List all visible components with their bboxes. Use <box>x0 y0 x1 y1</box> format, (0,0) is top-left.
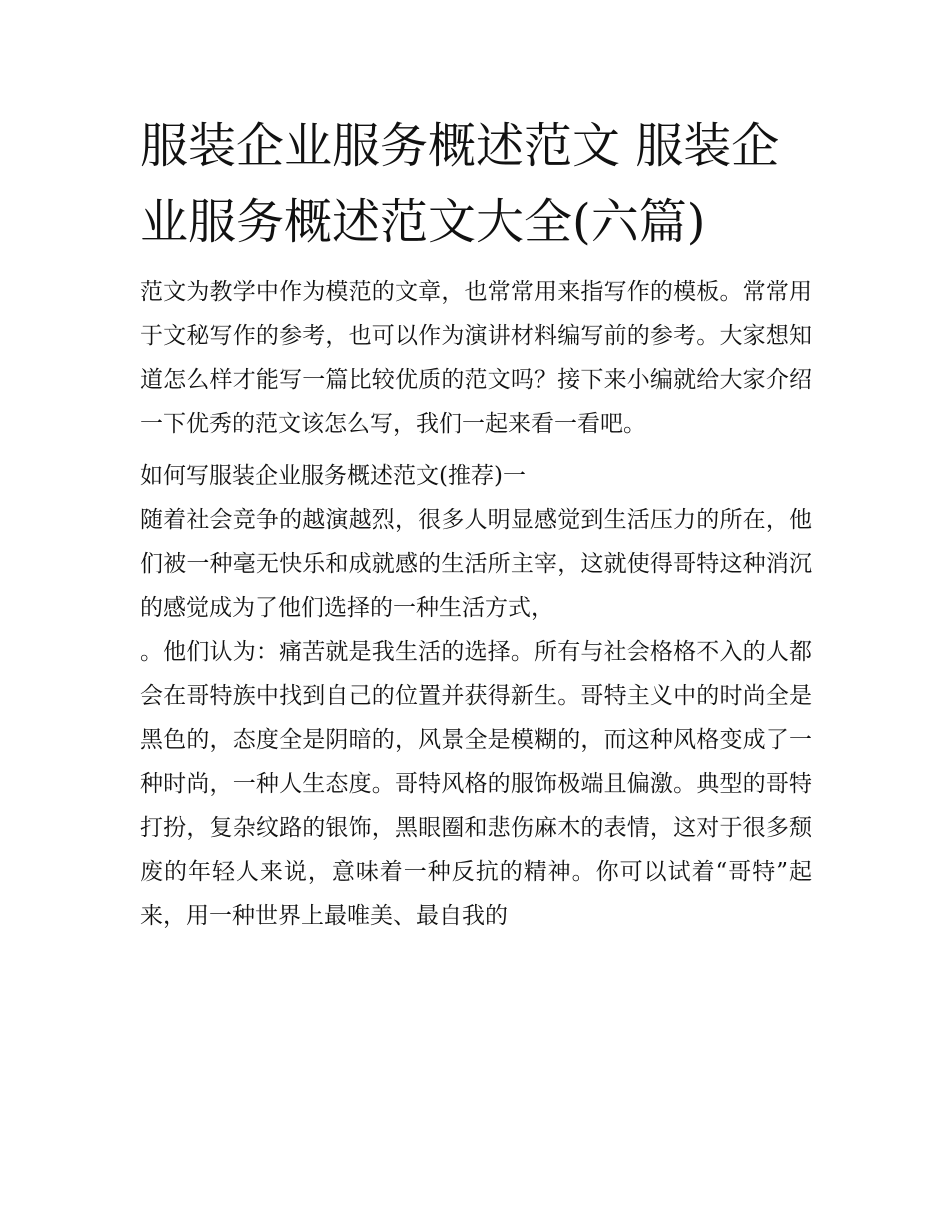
section-heading: 如何写服装企业服务概述范文(推荐)一 <box>140 463 526 489</box>
document-title: 服装企业服务概述范文 服装企业服务概述范文大全(六篇) <box>140 118 780 250</box>
intro-paragraph: 范文为教学中作为模范的文章，也常常用来指写作的模板。常常用于文秘写作的参考，也可以作为演讲材料编写前的参考。大家想知道怎么样才能写一篇比较优质的范文吗？接下来小编就给大家介绍一下优秀的范文该怎么写，我们一起来看一看吧。 <box>140 279 812 437</box>
document-page <box>140 108 812 938</box>
body-paragraph-2: 。他们认为：痛苦就是我生活的选择。所有与社会格格不入的人都会在哥特族中找到自己的位置并获得新生。哥特主义中的时尚全是黑色的，态度全是阴暗的，风景全是模糊的，而这种风格变成了一种时尚，一种人生态度。哥特风格的服饰极端且偏激。典型的哥特打扮，复杂纹路的银饰，黑眼圈和悲伤麻木的表情，这对于很多颓废的年轻人来说，意味着一种反抗的精神。你可以试着“哥特”起来，用一种世界上最唯美、最自我的 <box>140 639 812 929</box>
body-paragraph-1: 随着社会竞争的越演越烈，很多人明显感觉到生活压力的所在，他们被一种毫无快乐和成就感的生活所主宰，这就使得哥特这种消沉的感觉成为了他们选择的一种生活方式， <box>140 507 812 621</box>
